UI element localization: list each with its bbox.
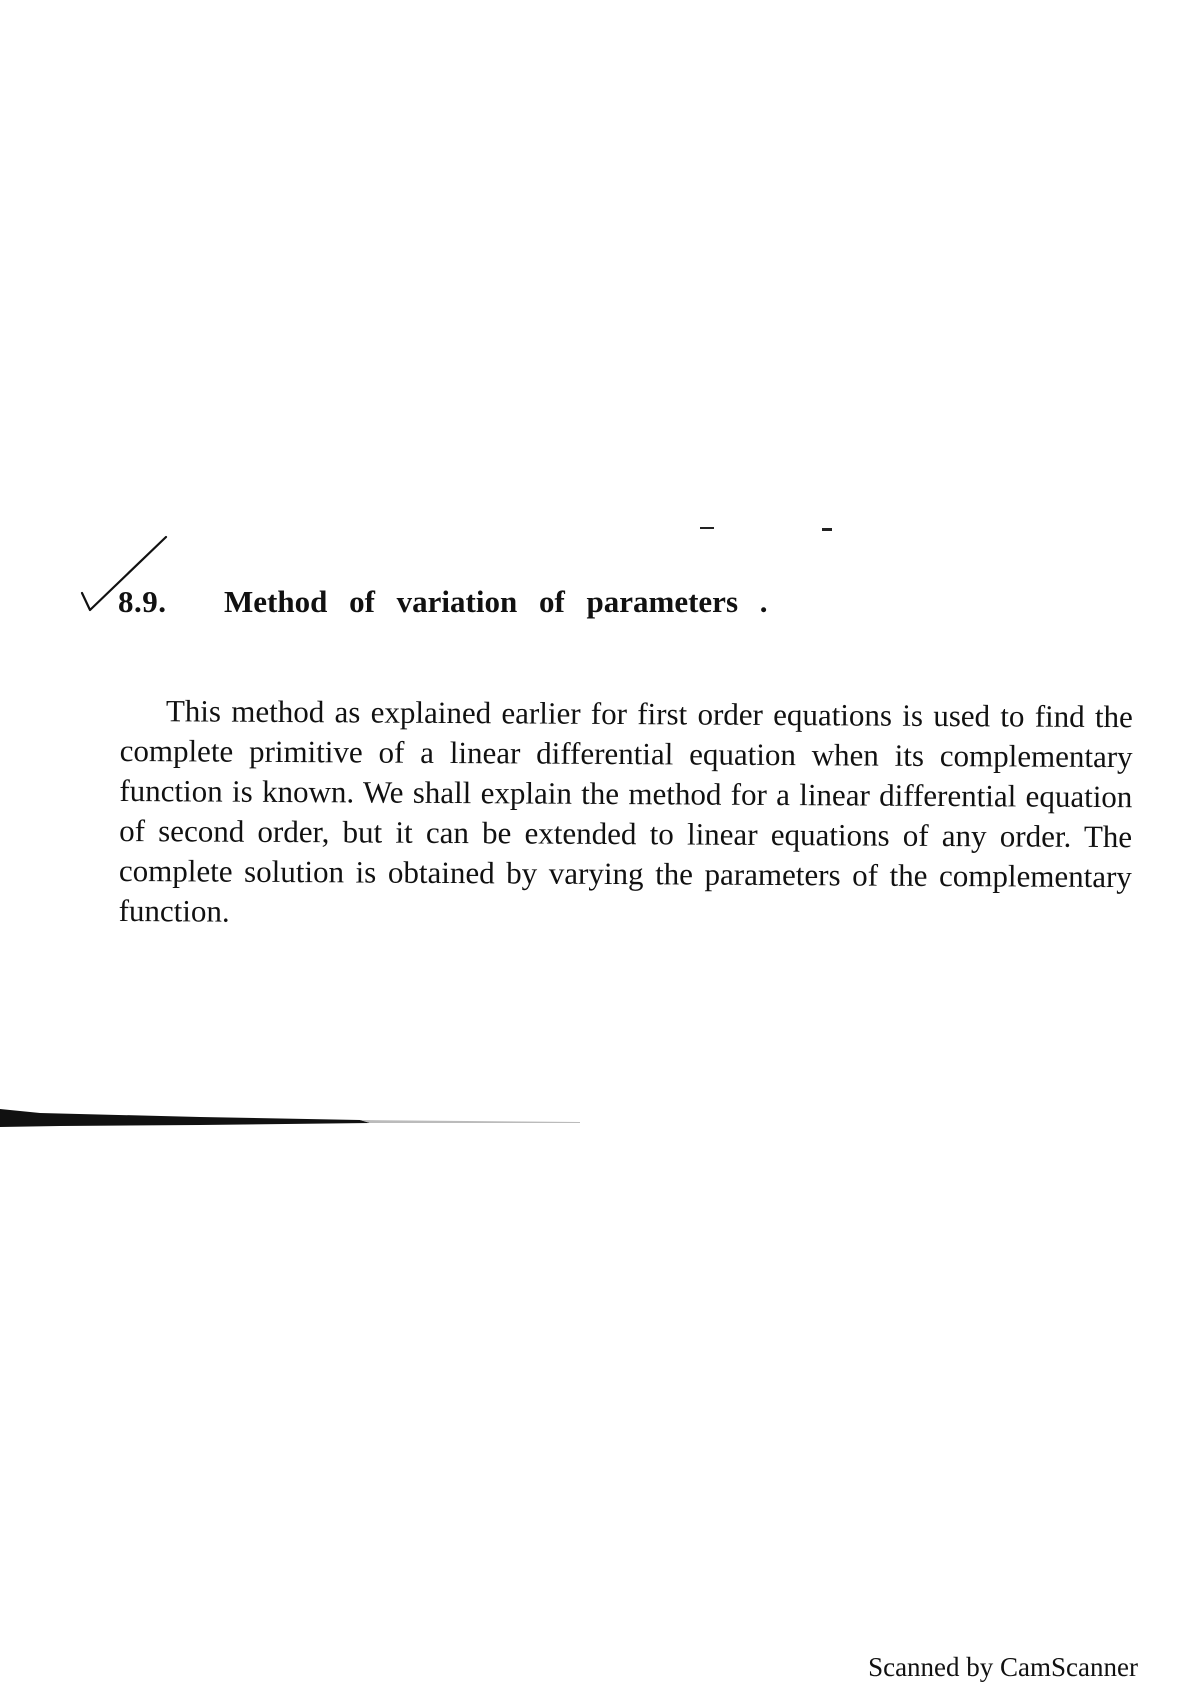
scan-speck (822, 528, 832, 531)
body-paragraph: This method as explained earlier for first order equations is used to find the complete primitive of a linear differential equation when its complementary function is known. We shall explain the method for a linear differential equation of second order, but it can be extended to linear equations of any order. The complete solution is obtained by varying the parameters of the complementary function. (118, 693, 1133, 929)
section-heading (118, 580, 1018, 624)
scan-speck (700, 527, 714, 529)
scan-edge-shadow (0, 1105, 580, 1127)
section-title: Method of variation of parameters . (224, 584, 768, 619)
scanner-watermark: Scanned by CamScanner (868, 1652, 1138, 1682)
section-number: 8.9. (118, 584, 167, 619)
